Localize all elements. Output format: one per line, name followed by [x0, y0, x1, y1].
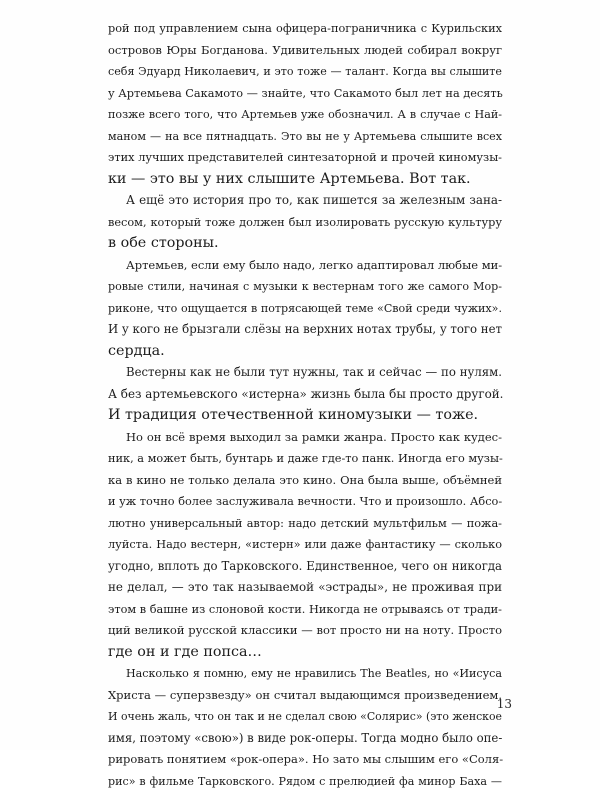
text-line: угодно, вплоть до Тарковского. Единственное, чего он никогда — [108, 556, 502, 578]
text-line: этом в башне из слоновой кости. Никогда не отрываясь от тради- — [108, 599, 502, 621]
text-line: рой под управлением сына офицера-пограничника с Курильских — [108, 18, 502, 40]
text-line: островов Юры Богданова. Удивительных людей собирал вокруг — [108, 40, 502, 62]
text-line: Насколько я помню, ему не нравились The Beatles, но «Иисуса — [108, 663, 502, 685]
text-line: ровые стили, начиная с музыки к вестернам того же самого Мор- — [108, 276, 502, 298]
text-line: И традиция отечественной киномузыки — тоже. — [108, 405, 502, 427]
text-line: сердца. — [108, 341, 502, 363]
text-line: у Артемьева Сакамото — знайте, что Сакамото был лет на десять — [108, 83, 502, 105]
text-line: Христа — суперзвезду» он считал выдающимся произведением. — [108, 685, 502, 707]
text-line: И очень жаль, что он так и не сделал свою «Солярис» (это женское — [108, 706, 502, 728]
text-line: Вестерны как не были тут нужны, так и сейчас — по нулям. — [108, 362, 502, 384]
text-line: Артемьев, если ему было надо, легко адаптировал любые ми- — [108, 255, 502, 277]
text-line: не делал, — это так называемой «эстрады», не проживая при — [108, 577, 502, 599]
text-line: где он и где попса… — [108, 642, 502, 664]
text-line: И у кого не брызгали слёзы на верхних нотах трубы, у того нет — [108, 319, 502, 341]
text-line: весом, который тоже должен был изолировать русскую культуру — [108, 212, 502, 234]
text-line: и уж точно более заслуживала вечности. Что и произошло. Абсо- — [108, 491, 502, 513]
text-line: себя Эдуард Николаевич, и это тоже — талант. Когда вы слышите — [108, 61, 502, 83]
text-line: ка в кино не только делала это кино. Она была выше, объёмней — [108, 470, 502, 492]
text-line: ций великой русской классики — вот просто ни на ноту. Просто — [108, 620, 502, 642]
text-line: имя, поэтому «свою») в виде рок-оперы. Тогда модно было опе- — [108, 728, 502, 750]
text-line: рировать понятием «рок-опера». Но зато мы слышим его «Соля- — [108, 749, 502, 771]
text-line: маном — на все пятнадцать. Это вы не у Артемьева слышите всех — [108, 126, 502, 148]
text-line: риконе, что ощущается в потрясающей теме «Свой среди чужих». — [108, 298, 502, 320]
text-line: ки — это вы у них слышите Артемьева. Вот так. — [108, 169, 502, 191]
text-line: ник, а может быть, бунтарь и даже где-то панк. Иногда его музы- — [108, 448, 502, 470]
text-line: этих лучших представителей синтезаторной и прочей киномузы- — [108, 147, 502, 169]
text-line: в обе стороны. — [108, 233, 502, 255]
text-line: А ещё это история про то, как пишется за железным зана- — [108, 190, 502, 212]
page-number: 13 — [497, 697, 512, 711]
text-line: рис» в фильме Тарковского. Рядом с прелюдией фа минор Баха — — [108, 771, 502, 792]
body-text — [108, 18, 502, 792]
text-line: лютно универсальный автор: надо детский мультфильм — пожа- — [108, 513, 502, 535]
text-line: Но он всё время выходил за рамки жанра. Просто как кудес- — [108, 427, 502, 449]
text-line: позже всего того, что Артемьев уже обозначил. А в случае с Най- — [108, 104, 502, 126]
text-line: луйста. Надо вестерн, «истерн» или даже фантастику — сколько — [108, 534, 502, 556]
text-line: А без артемьевского «истерна» жизнь была бы просто другой. — [108, 384, 502, 406]
